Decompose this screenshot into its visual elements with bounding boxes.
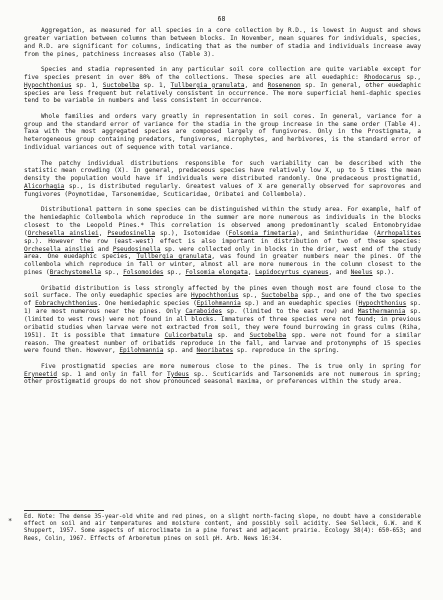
footnote-divider bbox=[24, 510, 104, 511]
footnote-marker: * bbox=[8, 517, 13, 525]
paragraph-distributional-pattern: Distributional pattern in some species can be distinguished within the study area. For example, half of the hemiedaphic Collembola which reproduce in the summer are more numerous as individuals in the blocks closest to the Leopold Pines.* This correlation is observed among predominantly scaled Entomobryidae (Orchesella ainsliei, Pseudosinella sp.), Isotomidae (Folsomia fimetaria), and Sminthuridae (Arrhopalites sp.). However the row (east-west) effect is also important in distribution of two of these species: Orchesella ainsliei and Pseudosinella sp. were collected only in blocks in the drier, west end of the study area. One euedaphic species, Tullbergia granulata, was found in greater numbers near the pines. Of the collembola which reproduce in fall or winter, almost all are more numerous in the column closest to the pines (Brachystomella sp., Folsomoides sp., Folsomia elongata, Lepidocyrtus cyaneus, and Neelus sp.). bbox=[24, 206, 422, 277]
body-text bbox=[24, 27, 421, 394]
paragraph-mean-crowding: The patchy individual distributions responsible for such variability can be described with the statistic mean crowding (X). In general, predaceous species have relatively low X, up to 5 times the mean density the population would have if individuals were distributed randomly. One predaceous prostigmatid, Alicorhagia sp., is distributed regularly. Greatest values of X are generally observed for saprovores and fungivores (Poymotidae, Tarsonemidae, Scuticaridae, Oribatei and Collembola). bbox=[24, 159, 421, 198]
paragraph-oribatid-distribution: Oribatid distribution is less strongly affected by the pines even though most are found close to the soil surface. The only euedaphic species are Hypochthonius sp., Suctobelba spp., and one of the two species of Eobrachychthonius. One hemiedaphic species (Epilohmannia sp.) and an euedaphic species (Hypochthonius sp. 1) are most numerous near the pines. Only Caraboides sp. (limited to the east row) and Masthermannia sp. (limited to west rows) were not found in all blocks. Immatures of three species were not found; in previous oribatid studies when larvae were not extracted from soil, they were found burrowing in grass culms (Riha, 1951). It is possible that immature Culicorbatula sp. and Suctobelba spp. were not found for a similar reason. The greatest number of oribatids reproduce in the fall, and larvae and protonymphs of 15 species were found then. However, Epilohmannia sp. and Neoribates sp. reproduce in the spring. bbox=[24, 284, 422, 355]
paragraph-families-orders: Whole families and orders vary greatly in representation in soil cores. In general, variance for a group and the standard error of variance for the stadia in the group increase in the same order (Table 4). Taxa with the most aggregated species are composed largely of fungivores. Only in the Prostigmata, a heterogeneous group containing predators, fungivores, microphytes, and herbivores, is the standard error of individual variances out of sequence with total variance. bbox=[24, 112, 421, 152]
page-number: 68 bbox=[217, 15, 226, 23]
paragraph-species-stadia: Species and stadia represented in any particular soil core collection are quite variable except for five species present in over 80% of the collections. These species are all euedaphic: Rhodocarus sp., Hypochthonius sp. 1, Suctobelba sp. 1, Tullbergia granulata, and Rosenenon sp. In general, other euedaphic species are less frequent but relatively consistent in occurrence. The more superficial hemi-daphic species tend to be variable in numbers and less consistent in occurrence. bbox=[24, 65, 421, 105]
footnote-text: Ed. Note: The dense 35-year-old white and red pines, on a slight north-facing slope, no doubt have a considerable effect on soil and air temperatures and moisture content, and possibly soil acidity. See Selleck, G.W. and K Shuppert, 1957. Some aspects of microclimate in a pine forest and adjacent prairie. Ecology 38(4): 650-653; and Rees, Colin, 1967. Effects of Arboretum pines on soil pH. Arb. News 16:34. bbox=[24, 514, 421, 542]
paragraph-aggregation: Aggregation, as measured for all species in a core collection by R.D., is lowest in August and shows greater variation between columns than between blocks. In November, mean squares for individuals, species, and R.D. are significant for columns, indicating that as the number of stadia and individuals increase away from the pines, patchiness increases also (Table 3). bbox=[24, 27, 421, 58]
paragraph-prostigmatid: Five prostigmatid species are more numerous close to the pines. The is true only in spring for Eryneetid sp. 1 and only in fall for Tydeus sp.. Scuticarids and Tarsonemids are not numerous in spring; other prostigmatid groups do not show pronounced seasonal maxima, or preferences within the study area. bbox=[24, 362, 421, 386]
